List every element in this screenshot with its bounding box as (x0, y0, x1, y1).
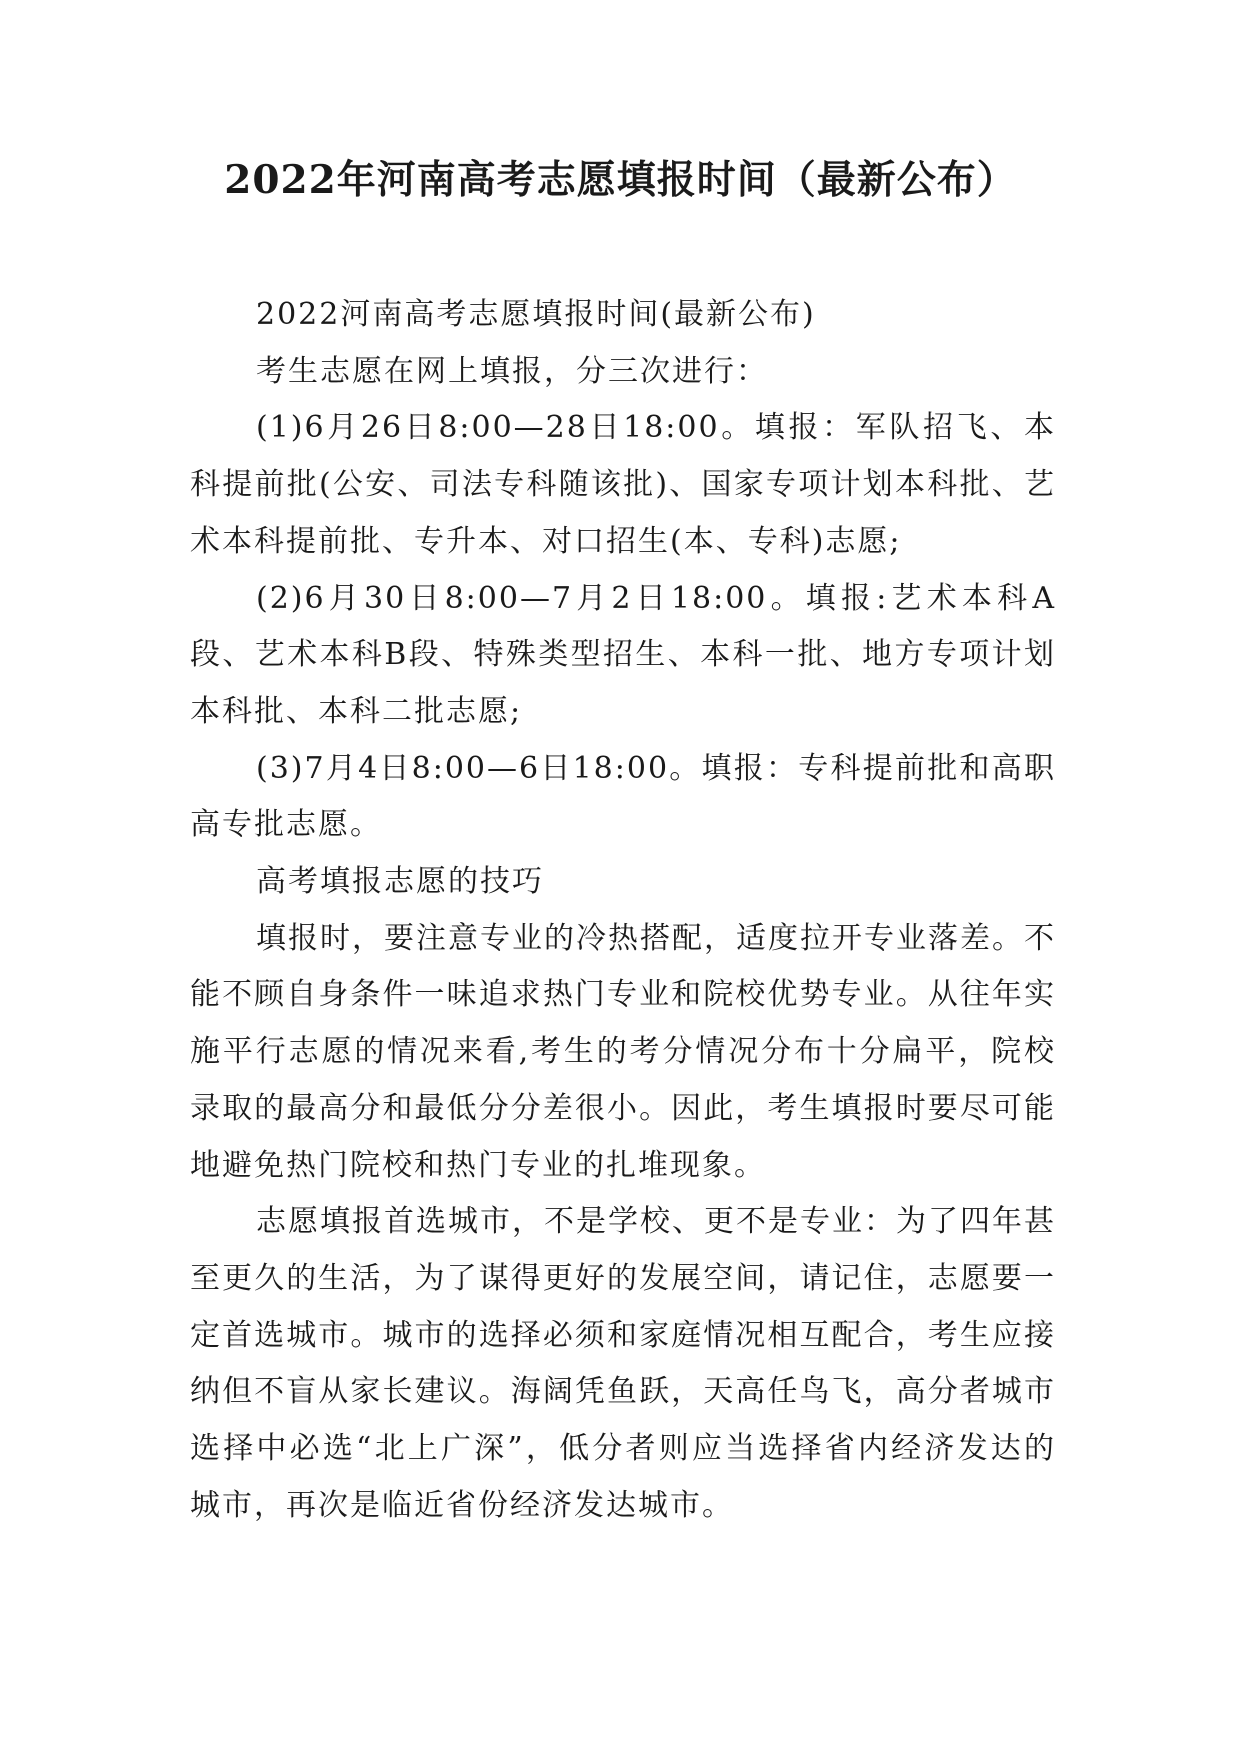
paragraph-subtitle: 2022河南高考志愿填报时间(最新公布) (256, 297, 816, 332)
section-heading-tips: 高考填报志愿的技巧 (256, 864, 544, 900)
paragraph-round-1: (1)6月26日8:00—28日18:00。填报：军队招飞、本科提前批(公安、司法专科随该批)、国家专项计划本科批、艺术本科提前批、专升本、对口招生(本、专科)志愿; (190, 410, 1056, 559)
paragraph-tip-2: 志愿填报首选城市，不是学校、更不是专业：为了四年甚至更久的生活，为了谋得更好的发展空间，请记住，志愿要一定首选城市。城市的选择必须和家庭情况相互配合，考生应接纳但不盲从家长建议。海阔凭鱼跃，天高任鸟飞，高分者城市选择中必选“北上广深”，低分者则应当选择省内经济发达的城市，再次是临近省份经济发达城市。 (190, 1204, 1056, 1523)
paragraph-round-2: (2)6月30日8:00—7月2日18:00。填报:艺术本科A段、艺术本科B段、特殊类型招生、本科一批、地方专项计划本科批、本科二批志愿; (190, 580, 1056, 729)
document-title: 2022年河南高考志愿填报时间（最新公布） (224, 157, 1017, 203)
document-body (190, 287, 1056, 1534)
paragraph-tip-1: 填报时，要注意专业的冷热搭配，适度拉开专业落差。不能不顾自身条件一味追求热门专业和院校优势专业。从往年实施平行志愿的情况来看,考生的考分情况分布十分扁平，院校录取的最高分和最低分分差很小。因此，考生填报时要尽可能地避免热门院校和热门专业的扎堆现象。 (190, 920, 1056, 1183)
paragraph-intro: 考生志愿在网上填报，分三次进行： (256, 353, 768, 389)
paragraph-round-3: (3)7月4日8:00—6日18:00。填报：专科提前批和高职高专批志愿。 (190, 750, 1056, 843)
